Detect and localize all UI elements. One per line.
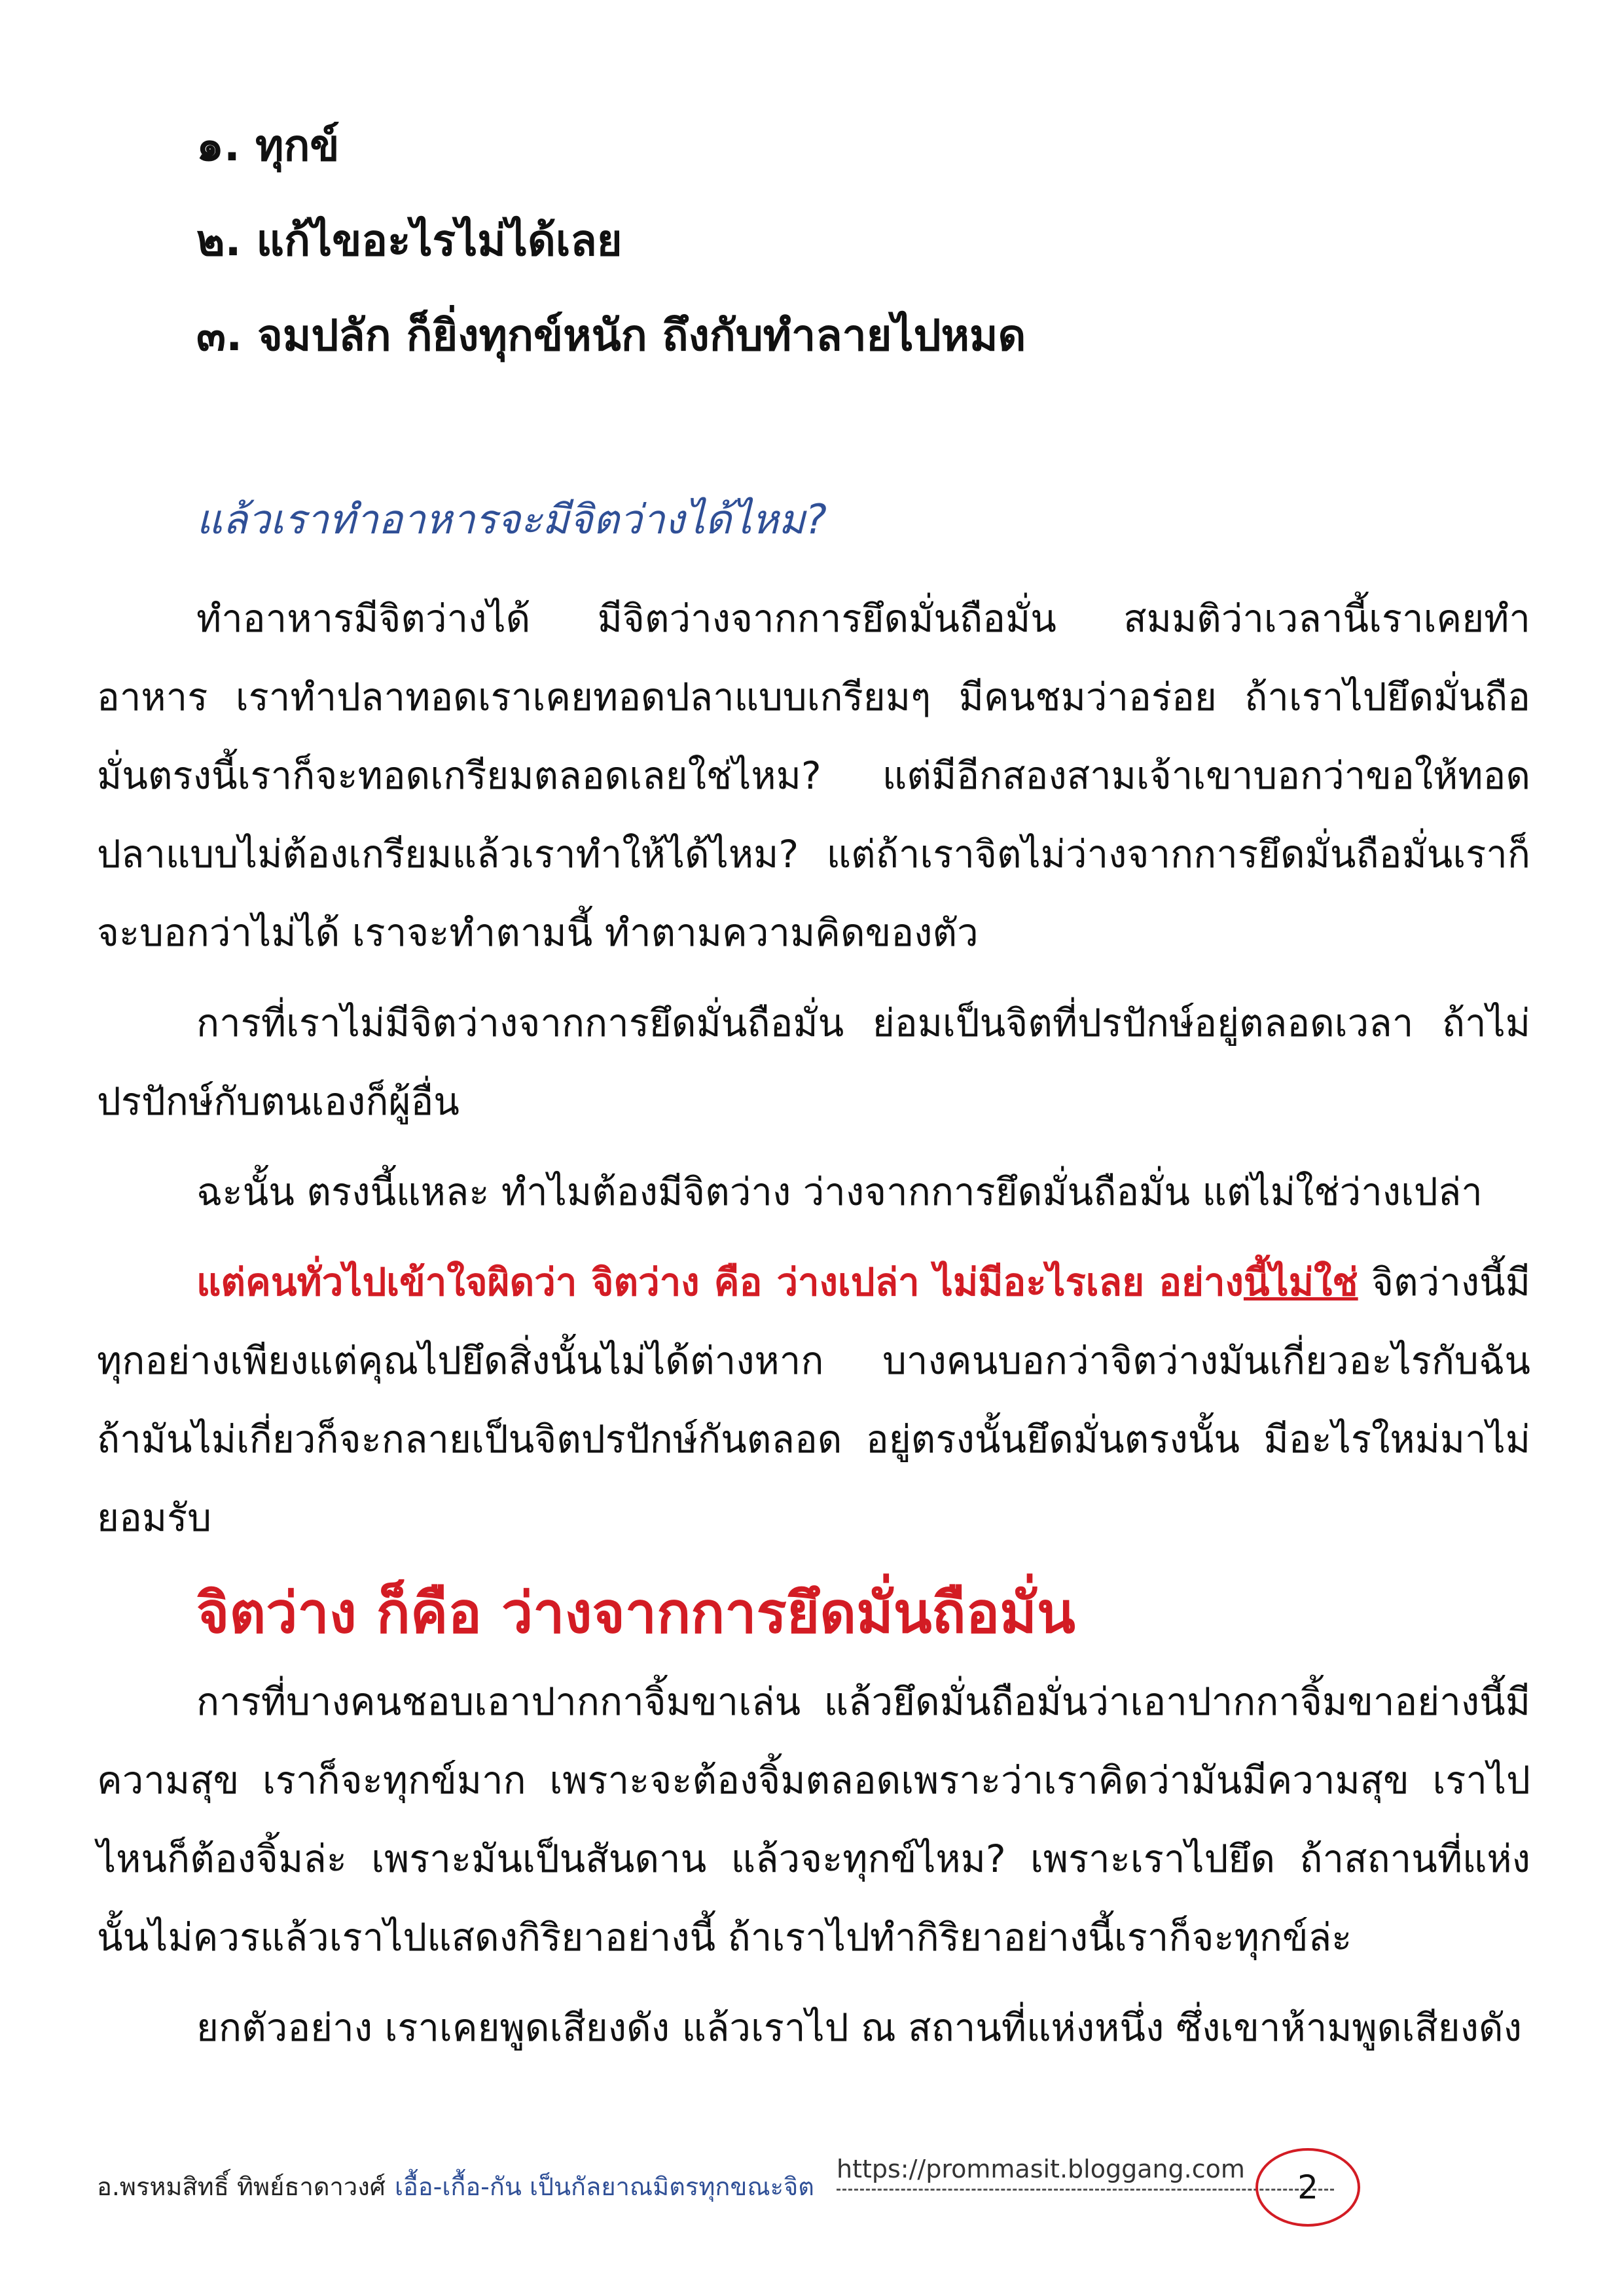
numbered-list <box>196 98 1026 383</box>
body-section-1 <box>97 579 1530 1557</box>
footer-book-title: เอื้อ-เกื้อ-กัน เป็นกัลยาณมิตรทุกขณะจิต <box>395 2172 814 2201</box>
body-section-2 <box>97 1662 1530 2067</box>
footer-author: อ.พรหมสิทธิ์ ทิพย์ธาดาวงศ์ <box>97 2172 386 2201</box>
paragraph-therefore: ฉะนั้น ตรงนี้แหละ ทำไมต้องมีจิตว่าง ว่างจากการยึดมั่นถือมั่น แต่ไม่ใช่ว่างเปล่า <box>196 1170 1483 1214</box>
paragraph-loud-voice: ยกตัวอย่าง เราเคยพูดเสียงดัง แล้วเราไป ณ สถานที่แห่งหนึ่ง ซึ่งเขาห้ามพูดเสียงดัง <box>196 2005 1522 2050</box>
page-number: 2 <box>1297 2168 1318 2206</box>
highlight-red-text: แต่คนทั่วไปเข้าใจผิดว่า จิตว่าง คือ ว่างเปล่า ไม่มีอะไรเลย อย่าง <box>196 1260 1244 1304</box>
footer-url-link[interactable]: https://prommasit.bloggang.com <box>837 2155 1334 2191</box>
paragraph-adversary: การที่เราไม่มีจิตว่างจากการยึดมั่นถือมั่น ย่อมเป็นจิตที่ปรปักษ์อยู่ตลอดเวลา ถ้าไม่ปรปักษ์กับตนเองก็ผู้อื่น <box>97 1001 1530 1124</box>
question-subheading: แล้วเราทำอาหารจะมีจิตว่างได้ไหม? <box>196 495 827 543</box>
highlight-red-underlined: นี้ไม่ใช่ <box>1243 1260 1358 1304</box>
list-item: ๒. แก้ไขอะไรไม่ได้เลย <box>196 215 623 266</box>
page-number-badge <box>1255 2148 1360 2227</box>
paragraph-misunderstanding <box>97 1243 1530 1557</box>
list-item: ๓. จมปลัก ก็ยิ่งทุกข์หนัก ถึงกับทำลายไปหมด <box>196 310 1026 361</box>
paragraph-cooking: ทำอาหารมีจิตว่างได้ มีจิตว่างจากการยึดมั่นถือมั่น สมมติว่าเวลานี้เราเคยทำอาหาร เราทำปลาทอดเราเคยทอดปลาแบบเกรียมๆ มีคนชมว่าอร่อย ถ้าเราไปยึดมั่นถือมั่นตรงนี้เราก็จะทอดเกรียมตลอดเลยใช่ไหม? แต่มีอีกสองสามเจ้าเขาบอกว่าขอให้ทอดปลาแบบไม่ต้องเกรียมแล้วเราทำให้ได้ไหม? แต่ถ้าเราจิตไม่ว่างจากการยึดมั่นถือมั่นเราก็จะบอกว่าไม่ได้ เราจะทำตามนี้ ทำตามความคิดของตัว <box>97 596 1530 955</box>
list-item: ๑. ทุกข์ <box>196 120 340 171</box>
section-heading: จิตว่าง ก็คือ ว่างจากการยึดมั่นถือมั่น <box>196 1581 1075 1646</box>
page-footer <box>97 2155 1537 2246</box>
paragraph-pen-example: การที่บางคนชอบเอาปากกาจิ้มขาเล่น แล้วยึดมั่นถือมั่นว่าเอาปากกาจิ้มขาอย่างนี้มีความสุข เราก็จะทุกข์มาก เพราะจะต้องจิ้มตลอดเพราะว่าเราคิดว่ามันมีความสุข เราไปไหนก็ต้องจิ้มล่ะ เพราะมันเป็นสันดาน แล้วจะทุกข์ไหม? เพราะเราไปยึด ถ้าสถานที่แห่งนั้นไม่ควรแล้วเราไปแสดงกิริยาอย่างนี้ ถ้าเราไปทำกิริยาอย่างนี้เราก็จะทุกข์ล่ะ <box>97 1679 1530 1960</box>
paragraph-rest-text: จิตว่างนี้มีทุกอย่างเพียงแต่คุณไปยึดสิ่งนั้นไม่ได้ต่างหาก บางคนบอกว่าจิตว่างมันเกี่ยวอะไรกับฉัน ถ้ามันไม่เกี่ยวก็จะกลายเป็นจิตปรปักษ์กันตลอด อยู่ตรงนั้นยึดมั่นตรงนั้น มีอะไรใหม่มาไม่ยอมรับ <box>97 1260 1530 1540</box>
